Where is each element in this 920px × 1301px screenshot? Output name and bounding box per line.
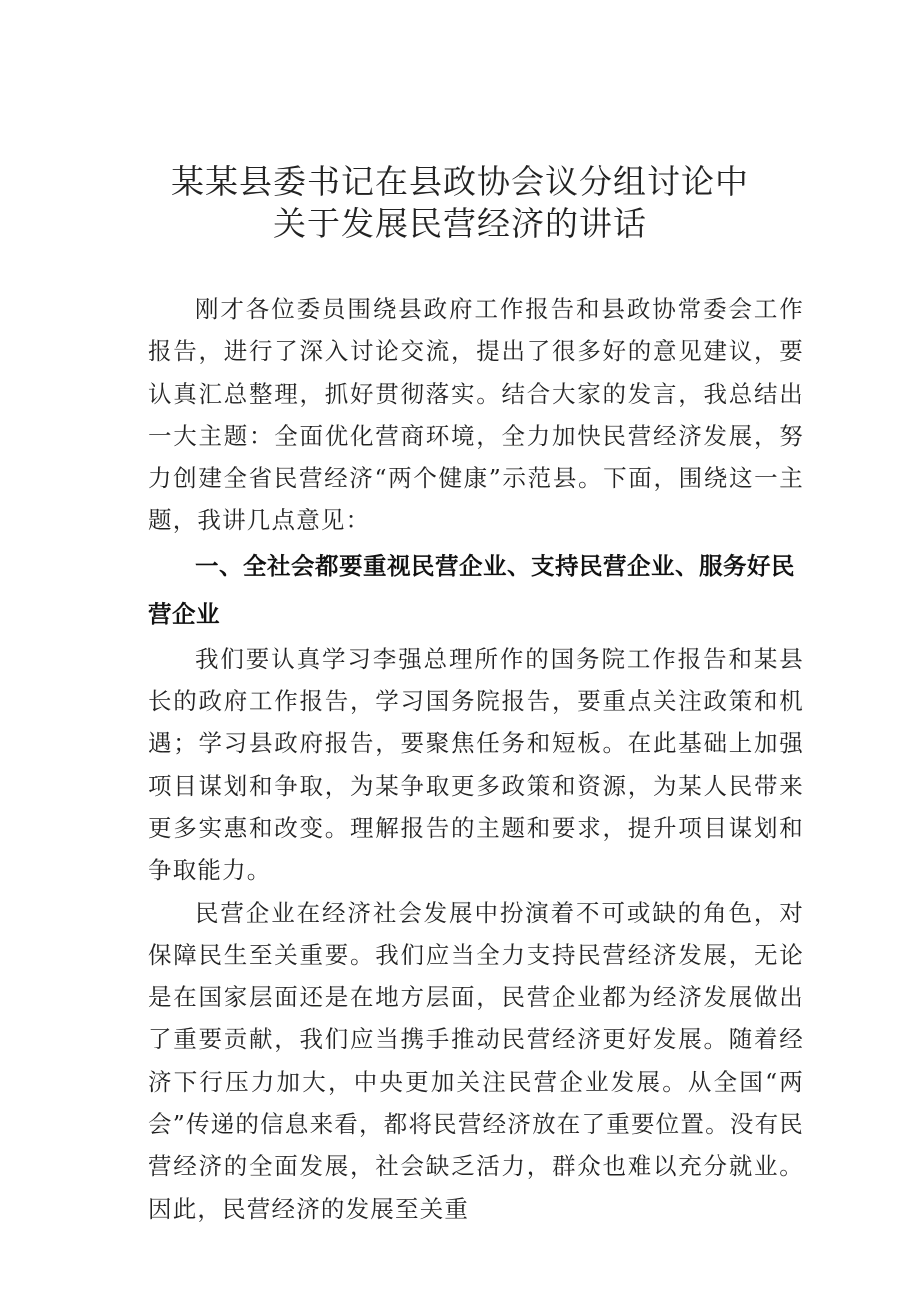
body-paragraph-1: 我们要认真学习李强总理所作的国务院工作报告和某县长的政府工作报告，学习国务院报告，要重点关注政策和机遇；学习县政府报告，要聚焦任务和短板。在此基础上加强项目谋划和争取，为某争取更多政策和资源，为某人民带来更多实惠和改变。理解报告的主题和要求，提升项目谋划和争取能力。	[148, 644, 804, 885]
body-paragraph-2: 民营企业在经济社会发展中扮演着不可或缺的角色，对保障民生至关重要。我们应当全力支持民营经济发展，无论是在国家层面还是在地方层面，民营企业都为经济发展做出了重要贡献，我们应当携手推动民营经济更好发展。随着经济下行压力加大，中央更加关注民营企业发展。从全国“两会”传递的信息来看，都将民营经济放在了重要位置。没有民营经济的全面发展，社会缺乏活力，群众也难以充分就业。因此，民营经济的发展至关重	[148, 898, 804, 1223]
document-body	[148, 288, 804, 1230]
section-heading-1: 一、全社会都要重视民营企业、支持民营企业、服务好民营企业	[148, 551, 795, 628]
intro-paragraph: 刚才各位委员围绕县政府工作报告和县政协常委会工作报告，进行了深入讨论交流，提出了很多好的意见建议，要认真汇总整理，抓好贯彻落实。结合大家的发言，我总结出一大主题：全面优化营商环境，全力加快民营经济发展，努力创建全省民营经济“两个健康”示范县。下面，围绕这一主题，我讲几点意见：	[148, 295, 804, 535]
document-title-line-1: 某某县委书记在县政协会议分组讨论中	[171, 162, 749, 201]
document-title-line-2: 关于发展民营经济的讲话	[273, 204, 647, 243]
